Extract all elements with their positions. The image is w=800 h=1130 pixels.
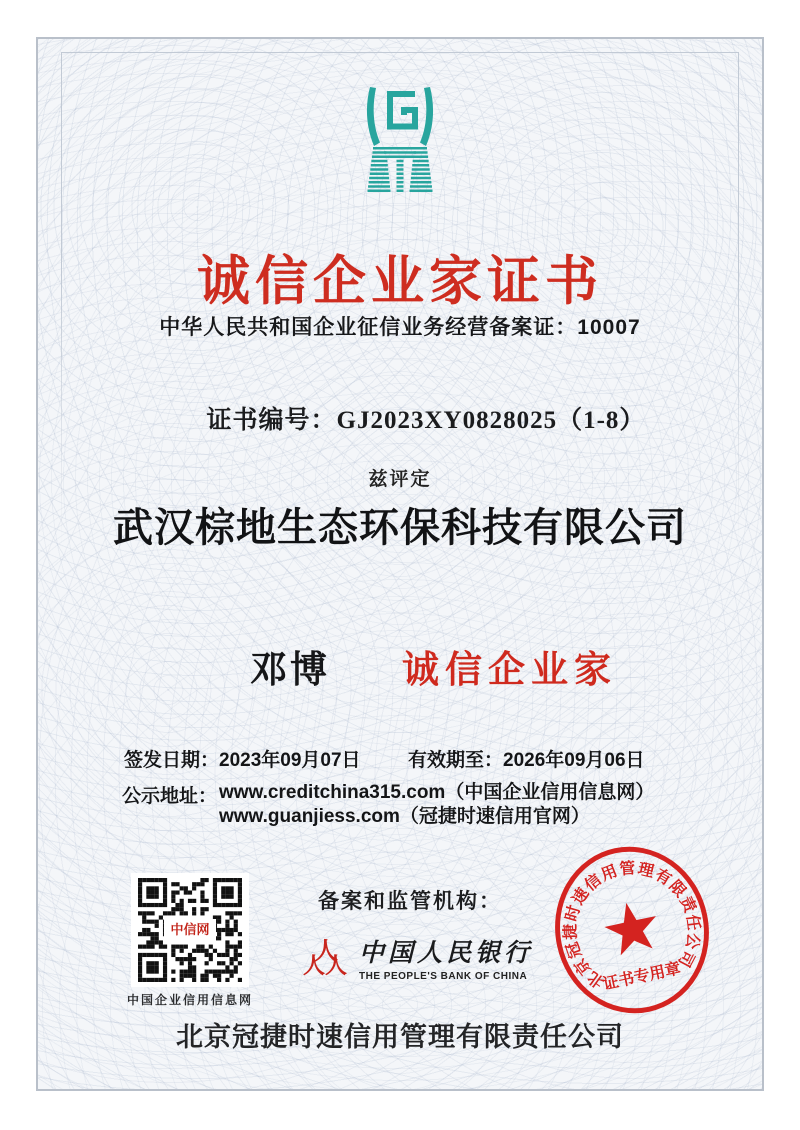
issuer-name: 北京冠捷时速信用管理有限责任公司 (176, 1022, 624, 1052)
pboc-name-cn: 中国人民银行 (359, 940, 534, 967)
pboc-emblem-icon: 人 人 人 (303, 939, 348, 978)
issue-date: 签发日期：2023年09月07日 (124, 750, 361, 771)
seal-label: 证书专用章 (601, 960, 683, 994)
company-name: 武汉棕地生态环保科技有限公司 (113, 505, 687, 550)
certificate-number: 证书编号：GJ2023XY0828025（1-8） (206, 407, 646, 434)
seal-star-icon (601, 897, 663, 957)
pboc-block (303, 933, 593, 981)
valid-until-date: 有效期至：2026年09月06日 (408, 750, 645, 771)
seal-ring-text: 北京冠捷时速信用管理有限责任公司 (562, 860, 702, 991)
pboc-name-en: THE PEOPLE'S BANK OF CHINA (359, 971, 528, 982)
publicity-address-label: 公示地址： (122, 786, 218, 807)
certificate-title: 诚信企业家证书 (197, 252, 603, 311)
regulator-label: 备案和监管机构： (318, 889, 502, 913)
company-seal (551, 845, 713, 1015)
qr-center-logo: 中信网 (164, 919, 216, 941)
award-title: 诚信企业家 (402, 649, 617, 690)
filing-subtitle: 中华人民共和国企业征信业务经营备案证：10007 (159, 316, 641, 339)
qr-code (131, 873, 249, 987)
person-name: 邓博 (250, 649, 330, 690)
brand-logo-icon (340, 80, 460, 198)
publicity-url-2: www.guanjiess.com（冠捷时速信用官网） (219, 806, 590, 827)
publicity-url-1: www.creditchina315.com（中国企业信用信息网） (219, 782, 655, 803)
publicity-urls (219, 781, 654, 829)
hereby-label: 兹评定 (368, 469, 432, 490)
qr-caption: 中国企业信用信息网 (126, 993, 253, 1007)
